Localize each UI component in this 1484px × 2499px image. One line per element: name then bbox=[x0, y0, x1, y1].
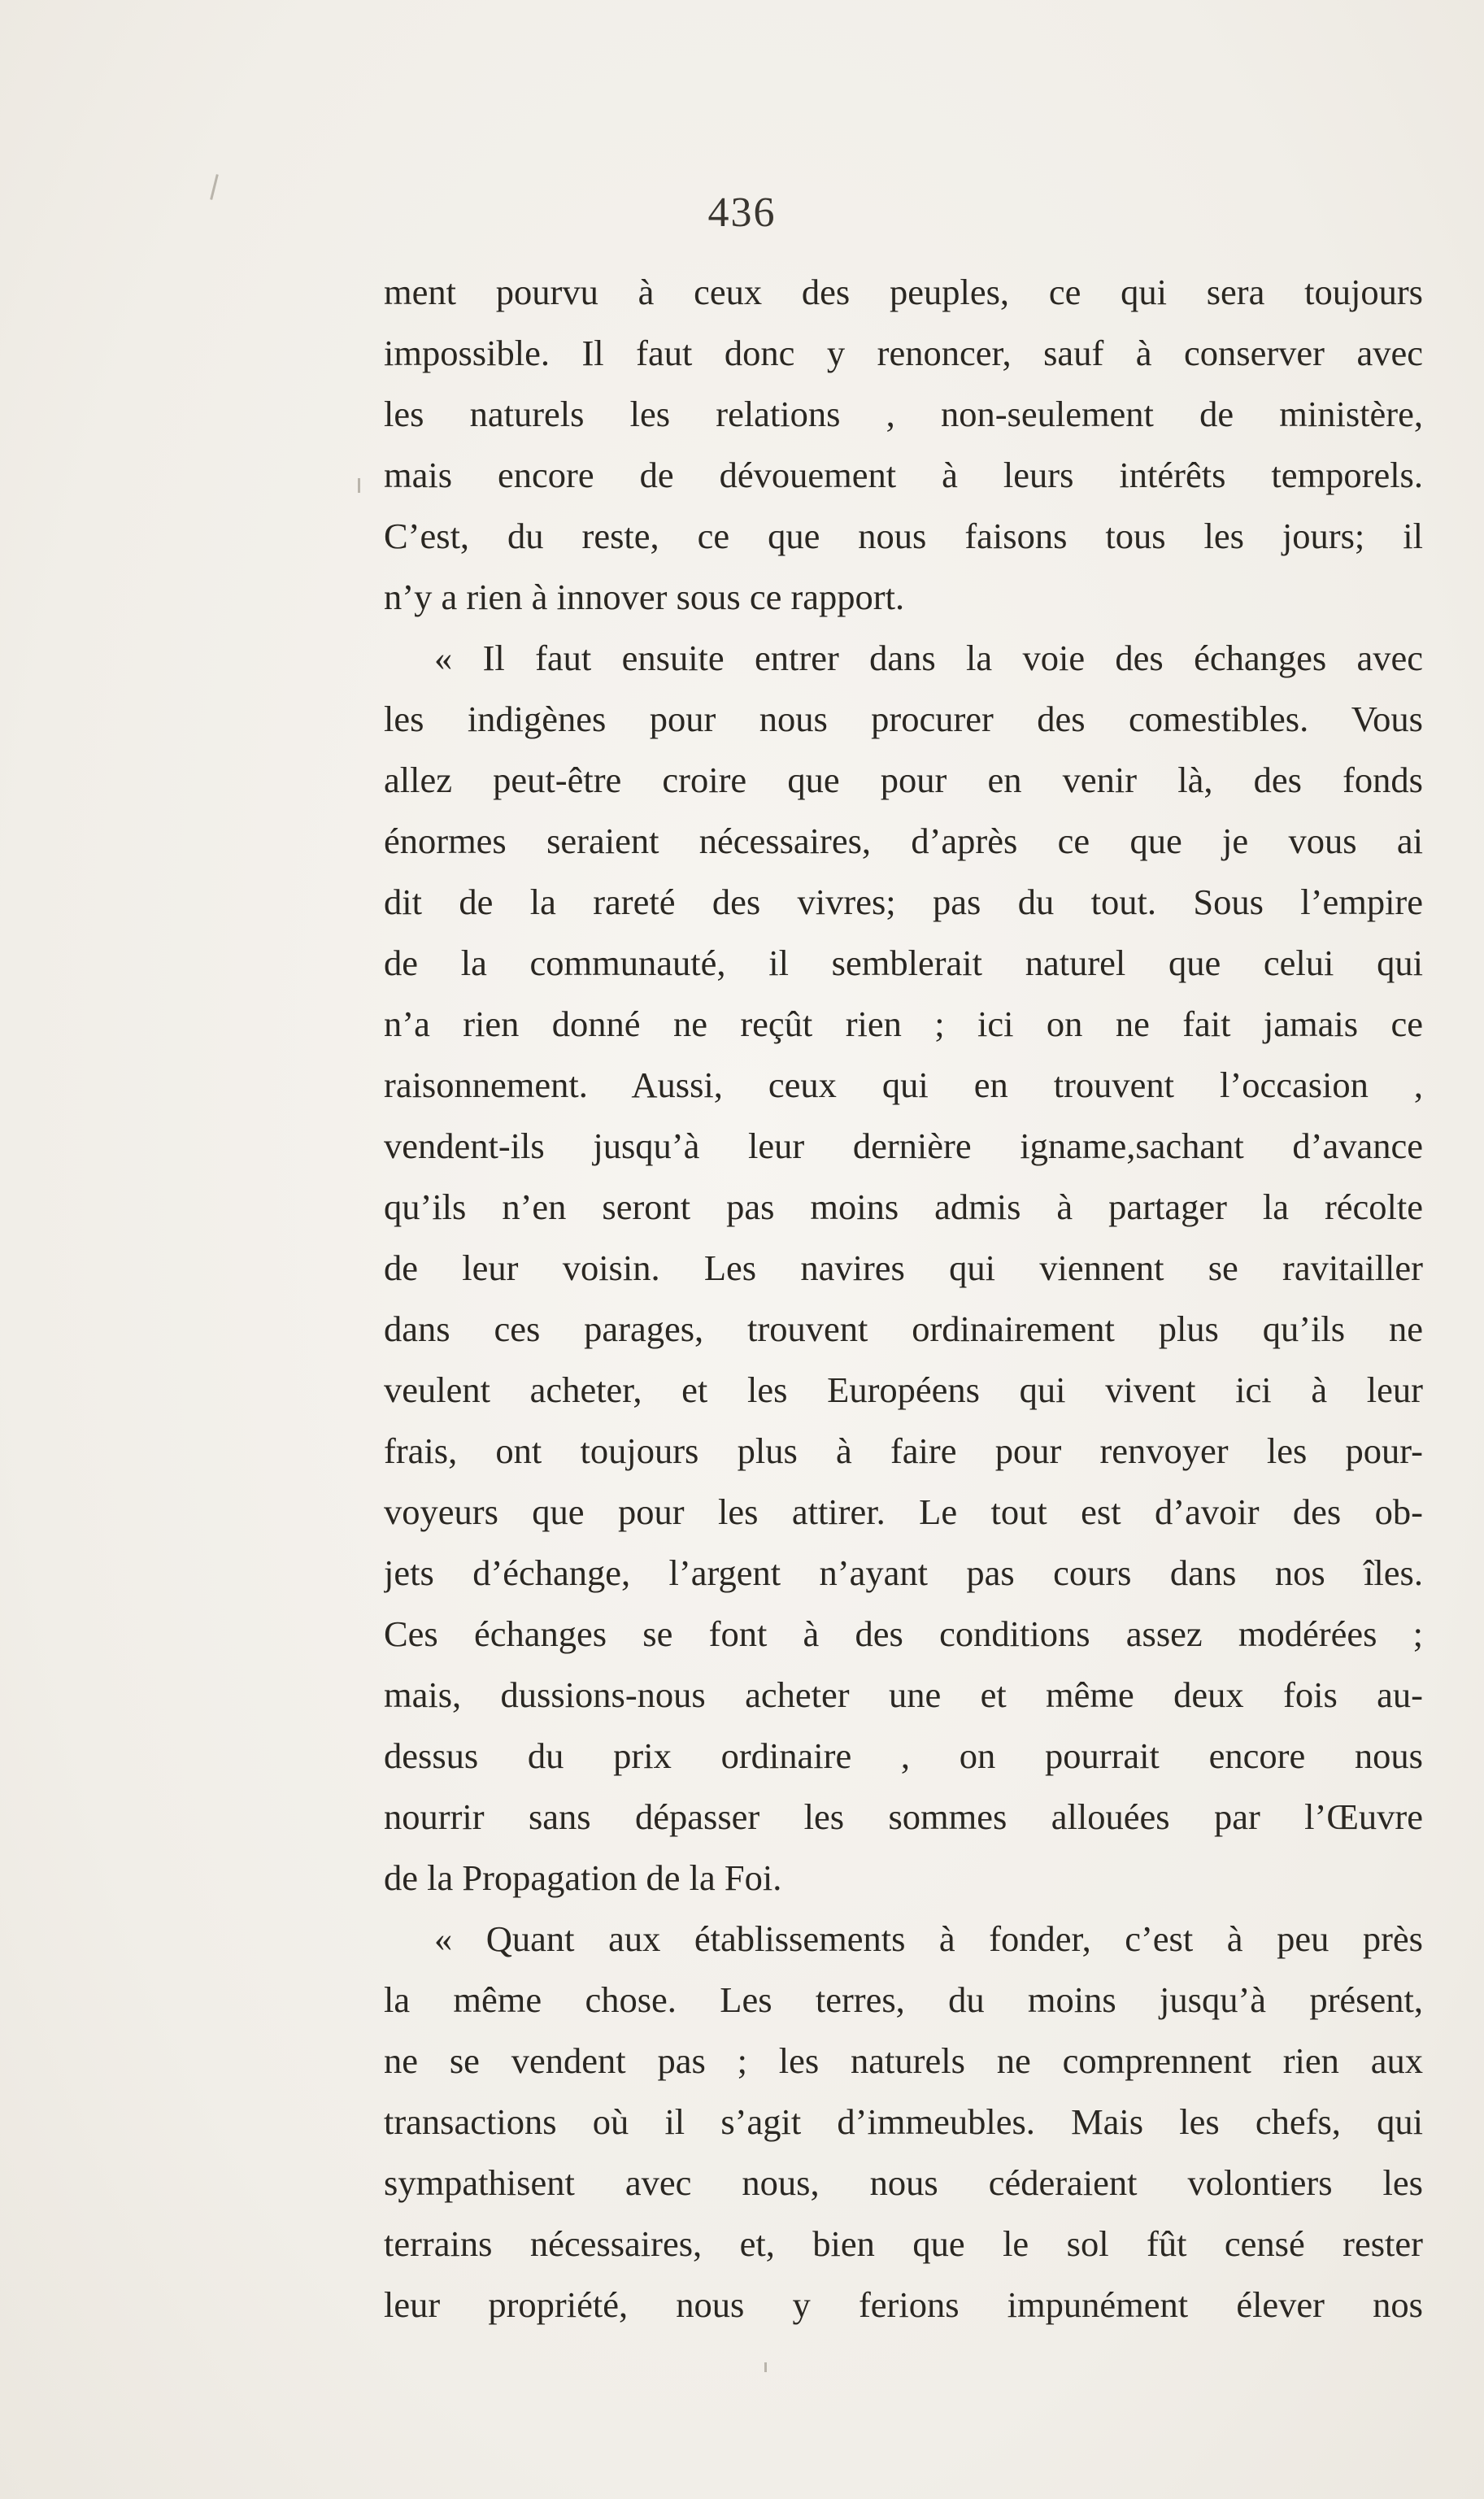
text-line: terrains nécessaires, et, bien que le sol fût censé rester bbox=[384, 2223, 1423, 2264]
text-line: de la Propagation de la Foi. bbox=[384, 1857, 782, 1898]
page-number: 436 bbox=[707, 189, 777, 236]
text-line: dessus du prix ordinaire , on pourrait encore nous bbox=[384, 1735, 1423, 1776]
text-line: mais encore de dévouement à leurs intérêts temporels. bbox=[384, 455, 1423, 495]
text-line: énormes seraient nécessaires, d’après ce que je vous ai bbox=[384, 821, 1423, 861]
text-line: allez peut-être croire que pour en venir là, des fonds bbox=[384, 760, 1423, 800]
text-line: les naturels les relations , non-seulement de ministère, bbox=[384, 394, 1423, 434]
text-line: jets d’échange, l’argent n’ayant pas cours dans nos îles. bbox=[384, 1552, 1423, 1593]
text-line: frais, ont toujours plus à faire pour renvoyer les pour- bbox=[384, 1430, 1423, 1471]
text-line: dans ces parages, trouvent ordinairement plus qu’ils ne bbox=[384, 1308, 1423, 1349]
text-line: dit de la rareté des vivres; pas du tout. Sous l’empire bbox=[384, 882, 1423, 922]
text-line: raisonnement. Aussi, ceux qui en trouvent l’occasion , bbox=[384, 1064, 1423, 1105]
paper-mark bbox=[358, 478, 360, 493]
text-line: nourrir sans dépasser les sommes allouées par l’Œuvre bbox=[384, 1796, 1423, 1837]
text-line: mais, dussions-nous acheter une et même deux fois au- bbox=[384, 1674, 1423, 1715]
text-line: « Quant aux établissements à fonder, c’est à peu près bbox=[434, 1918, 1423, 1959]
text-line: vendent-ils jusqu’à leur dernière igname,sachant d’avance bbox=[384, 1125, 1423, 1166]
text-line: veulent acheter, et les Européens qui vivent ici à leur bbox=[384, 1369, 1423, 1410]
text-line: n’y a rien à innover sous ce rapport. bbox=[384, 577, 905, 617]
text-line: impossible. Il faut donc y renoncer, sauf à conserver avec bbox=[384, 333, 1423, 373]
text-line: « Il faut ensuite entrer dans la voie des échanges avec bbox=[434, 638, 1423, 678]
text-line: la même chose. Les terres, du moins jusqu’à présent, bbox=[384, 1979, 1423, 2020]
text-line: Ces échanges se font à des conditions assez modérées ; bbox=[384, 1613, 1423, 1654]
text-line: ne se vendent pas ; les naturels ne comprennent rien aux bbox=[384, 2040, 1423, 2081]
paper-mark bbox=[764, 2362, 767, 2372]
text-line: leur propriété, nous y ferions impunément élever nos bbox=[384, 2284, 1423, 2325]
text-line: ment pourvu à ceux des peuples, ce qui sera toujours bbox=[384, 272, 1423, 312]
text-line: transactions où il s’agit d’immeubles. Mais les chefs, qui bbox=[384, 2101, 1423, 2142]
text-line: C’est, du reste, ce que nous faisons tous les jours; il bbox=[384, 516, 1423, 556]
text-line: de la communauté, il semblerait naturel que celui qui bbox=[384, 943, 1423, 983]
text-line: de leur voisin. Les navires qui viennent se ravitailler bbox=[384, 1247, 1423, 1288]
body-text bbox=[384, 262, 1423, 2336]
text-line: les indigènes pour nous procurer des comestibles. Vous bbox=[384, 699, 1423, 739]
text-line: qu’ils n’en seront pas moins admis à partager la récolte bbox=[384, 1186, 1423, 1227]
text-line: n’a rien donné ne reçût rien ; ici on ne fait jamais ce bbox=[384, 1004, 1423, 1044]
text-line: sympathisent avec nous, nous céderaient volontiers les bbox=[384, 2162, 1423, 2203]
text-line: voyeurs que pour les attirer. Le tout est d’avoir des ob- bbox=[384, 1491, 1423, 1532]
